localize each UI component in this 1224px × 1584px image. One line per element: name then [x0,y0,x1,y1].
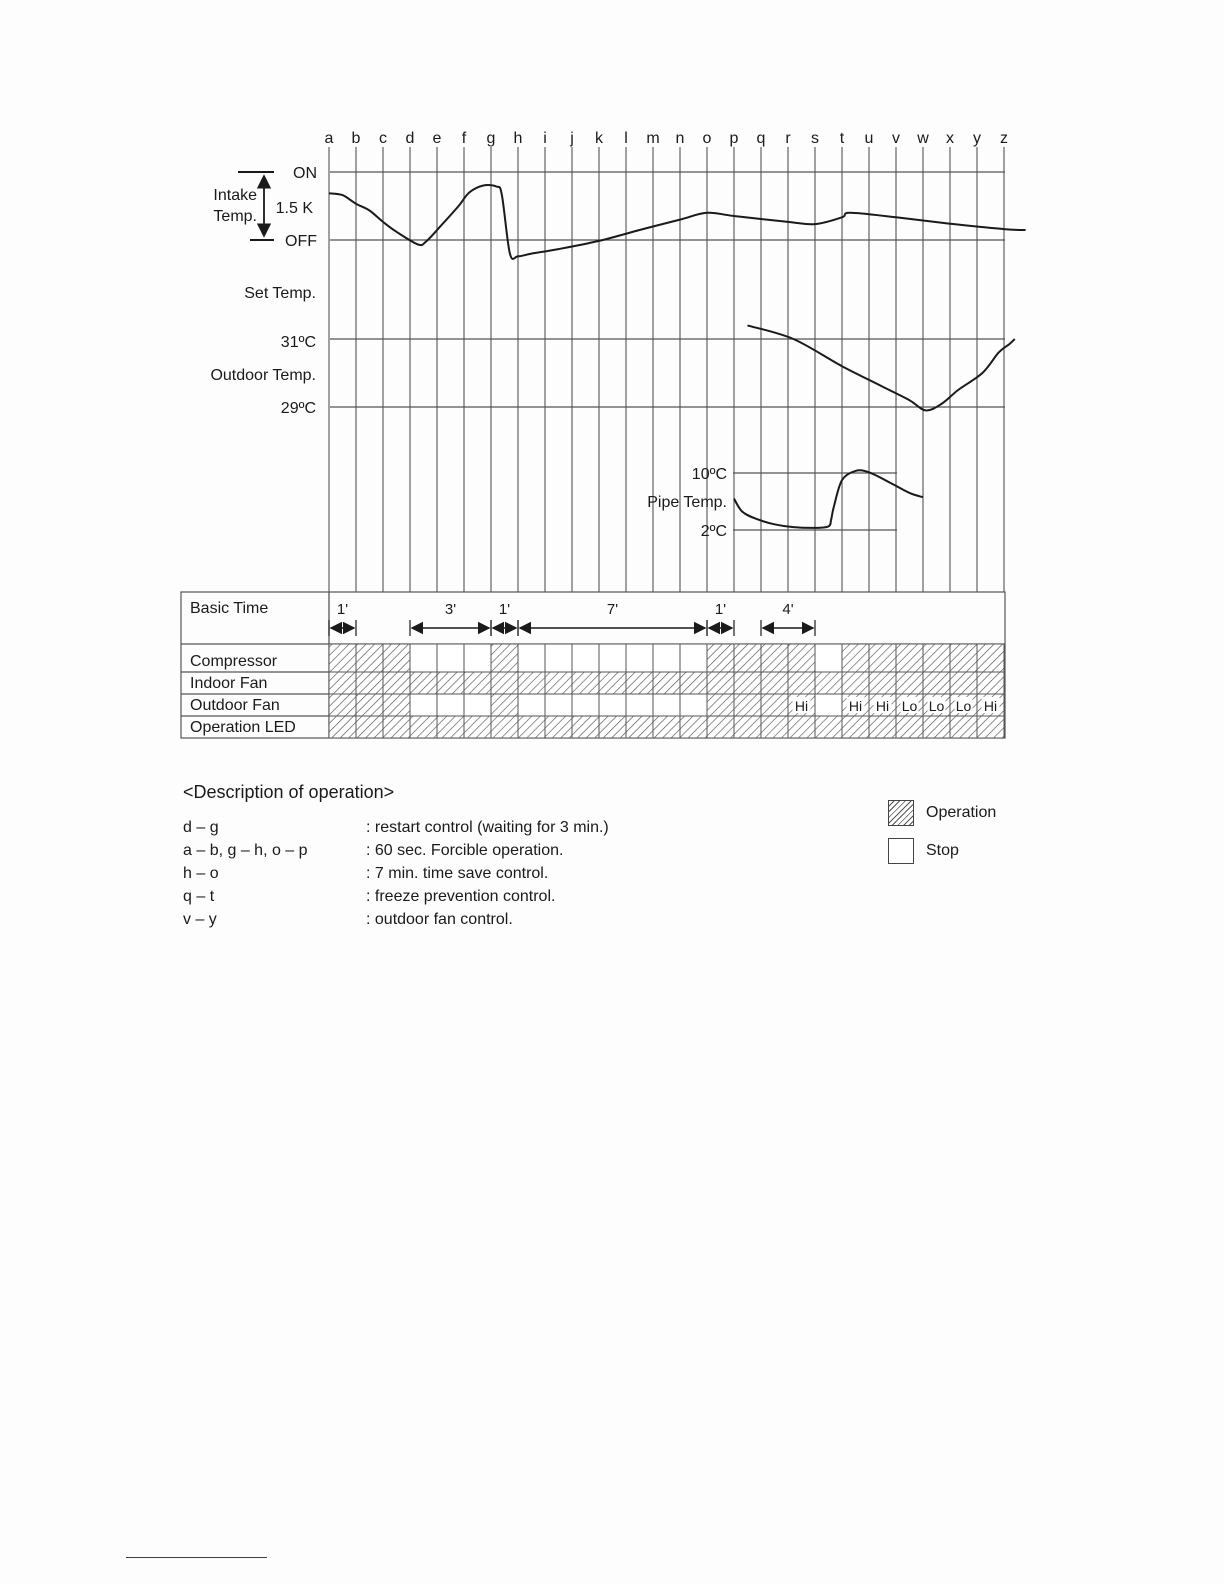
fan-speed-label: Hi [983,698,998,714]
pipe-temp-curve [734,470,923,528]
intake-temp-curve [329,185,1026,259]
operation-cell [815,716,842,738]
basic-time-intervals [329,601,815,636]
operation-cell [356,716,383,738]
operation-cell [896,716,923,738]
operation-cell [788,716,815,738]
operation-cell [572,716,599,738]
column-label-u: u [864,130,874,147]
operation-cell [923,672,950,694]
stop-cell [410,694,437,716]
operation-cell [761,672,788,694]
operation-cell [896,644,923,672]
description-text: : 7 min. time save control. [366,865,549,882]
stop-cell [815,644,842,672]
stop-cell [680,694,707,716]
operation-cell [923,716,950,738]
operation-cell [518,716,545,738]
description-text: : restart control (waiting for 3 min.) [366,819,609,836]
operation-cell [383,644,410,672]
operation-cell [383,694,410,716]
column-letter-labels [325,130,1008,147]
interval-label: 1' [336,601,349,618]
operation-cell [977,716,1004,738]
operation-cell [788,644,815,672]
row-label: Outdoor Fan [190,697,280,714]
description-text: : outdoor fan control. [366,911,513,928]
reference-lines [330,172,1005,530]
operation-cell [680,672,707,694]
interval-label: 1' [714,601,727,618]
description-range: v – y [183,911,217,928]
description-item [183,865,743,885]
operation-cell [491,644,518,672]
description-item [183,842,743,862]
operation-cell [329,716,356,738]
operation-cell [734,694,761,716]
column-label-q: q [756,130,766,147]
set-temp-label: Set Temp. [244,285,316,302]
interval-label: 4' [782,601,794,618]
legend-stop [888,838,1028,868]
operation-cell [707,672,734,694]
column-label-t: t [839,130,845,147]
column-label-n: n [675,130,685,147]
operation-cell [518,672,545,694]
stop-cell [653,694,680,716]
column-label-d: d [405,130,415,147]
description-text: : 60 sec. Forcible operation. [366,842,564,859]
operation-cell [545,716,572,738]
column-label-w: w [917,130,929,147]
column-label-k: k [595,130,603,147]
operation-cell [491,716,518,738]
operation-cell [383,672,410,694]
column-label-g: g [486,130,496,147]
column-label-y: y [973,130,981,147]
operation-cell [869,644,896,672]
intake-label-line2: Temp. [213,208,257,225]
stop-cell [545,694,572,716]
stop-cell [437,694,464,716]
column-label-v: v [892,130,900,147]
operation-cell [950,716,977,738]
operation-cell [383,716,410,738]
operation-cell [680,716,707,738]
stop-cell [599,644,626,672]
row-label: Compressor [190,653,278,670]
operation-cell [707,716,734,738]
stop-cell [464,694,491,716]
stop-cell [626,694,653,716]
operation-cell [734,672,761,694]
operation-cell [842,644,869,672]
column-label-m: m [646,130,660,147]
operation-cell [356,694,383,716]
legend-stop-label: Stop [926,842,959,859]
operation-cell [545,672,572,694]
operation-cell [977,644,1004,672]
intake-label-line1: Intake [213,187,257,204]
operation-cell [410,716,437,738]
column-label-x: x [946,130,954,147]
column-label-c: c [379,130,387,147]
operation-cell [950,644,977,672]
description-range: h – o [183,865,219,882]
column-label-h: h [513,130,523,147]
diff-label: 1.5 K [275,200,313,217]
description-range: a – b, g – h, o – p [183,842,308,859]
outdoor-high-label: 31ºC [280,334,316,351]
operation-cell [626,716,653,738]
pipe-temp-label: Pipe Temp. [647,494,727,511]
empty-swatch-icon [888,838,914,864]
basic-time-label: Basic Time [190,600,269,617]
operation-cell [464,716,491,738]
operation-cell [599,716,626,738]
description-title: <Description of operation> [183,782,395,802]
footnote-rule [126,1557,267,1558]
operation-cell [572,672,599,694]
timing-diagram [0,0,1224,770]
operation-cell [410,672,437,694]
operation-cell [491,672,518,694]
interval-label: 1' [498,601,511,618]
column-label-i: i [543,130,547,147]
operation-cell [950,672,977,694]
operation-cell [653,672,680,694]
stop-cell [572,644,599,672]
operation-cell [626,672,653,694]
operation-cell [491,694,518,716]
pipe-low-label: 2ºC [700,523,727,540]
stop-cell [437,644,464,672]
operation-cell [329,672,356,694]
operation-cell [437,716,464,738]
operation-cell [869,716,896,738]
stop-cell [518,694,545,716]
operation-cell [815,672,842,694]
legend-operation-label: Operation [926,804,997,821]
intake-differential-bracket [238,172,274,240]
outdoor-low-label: 29ºC [280,400,316,417]
column-label-l: l [624,130,628,147]
operation-cell [437,672,464,694]
legend-operation [888,800,1028,830]
operation-cell [599,672,626,694]
operation-cell [329,644,356,672]
operation-cell [761,694,788,716]
fan-speed-label: Hi [875,698,890,714]
stop-cell [815,694,842,716]
column-label-j: j [570,130,574,147]
operation-cell [977,672,1004,694]
operation-cell [869,672,896,694]
outdoor-temp-label: Outdoor Temp. [210,367,316,384]
description-text: : freeze prevention control. [366,888,556,905]
stop-cell [518,644,545,672]
operation-cell [761,644,788,672]
operation-cell [707,694,734,716]
operation-cell [653,716,680,738]
on-label: ON [293,165,317,182]
stop-cell [464,644,491,672]
operation-cell [896,672,923,694]
stop-cell [545,644,572,672]
operation-cell [329,694,356,716]
stop-cell [626,644,653,672]
column-label-s: s [811,130,819,147]
operation-cell [788,672,815,694]
operation-cell [356,672,383,694]
column-label-o: o [702,130,712,147]
operation-cell [842,716,869,738]
stop-cell [572,694,599,716]
column-label-z: z [1000,130,1008,147]
column-label-a: a [324,130,334,147]
operation-cell [734,716,761,738]
stop-cell [653,644,680,672]
stop-cell [599,694,626,716]
off-label: OFF [285,233,317,250]
description-item [183,888,743,908]
pipe-high-label: 10ºC [691,466,727,483]
operation-cell [464,672,491,694]
operation-cell [356,644,383,672]
operation-cell [842,672,869,694]
fan-speed-label: Lo [928,698,945,714]
column-label-b: b [351,130,361,147]
fan-speed-label: Lo [901,698,918,714]
row-label: Indoor Fan [190,675,268,692]
column-label-f: f [461,130,467,147]
column-label-r: r [785,130,791,147]
row-label: Operation LED [190,719,296,736]
column-label-e: e [432,130,442,147]
column-label-p: p [729,130,739,147]
state-cells [329,644,1004,738]
stop-cell [410,644,437,672]
stop-cell [680,644,707,672]
operation-cell [734,644,761,672]
fan-speed-label: Hi [794,698,809,714]
description-item [183,911,743,931]
hatched-swatch-icon [888,800,914,826]
interval-label: 3' [444,601,457,618]
operation-cell [761,716,788,738]
interval-label: 7' [606,601,619,618]
fan-speed-label: Lo [955,698,972,714]
operation-cell [923,644,950,672]
fan-speed-label: Hi [848,698,863,714]
operation-cell [707,644,734,672]
description-item [183,819,743,839]
description-range: d – g [183,819,219,836]
description-range: q – t [183,888,215,905]
